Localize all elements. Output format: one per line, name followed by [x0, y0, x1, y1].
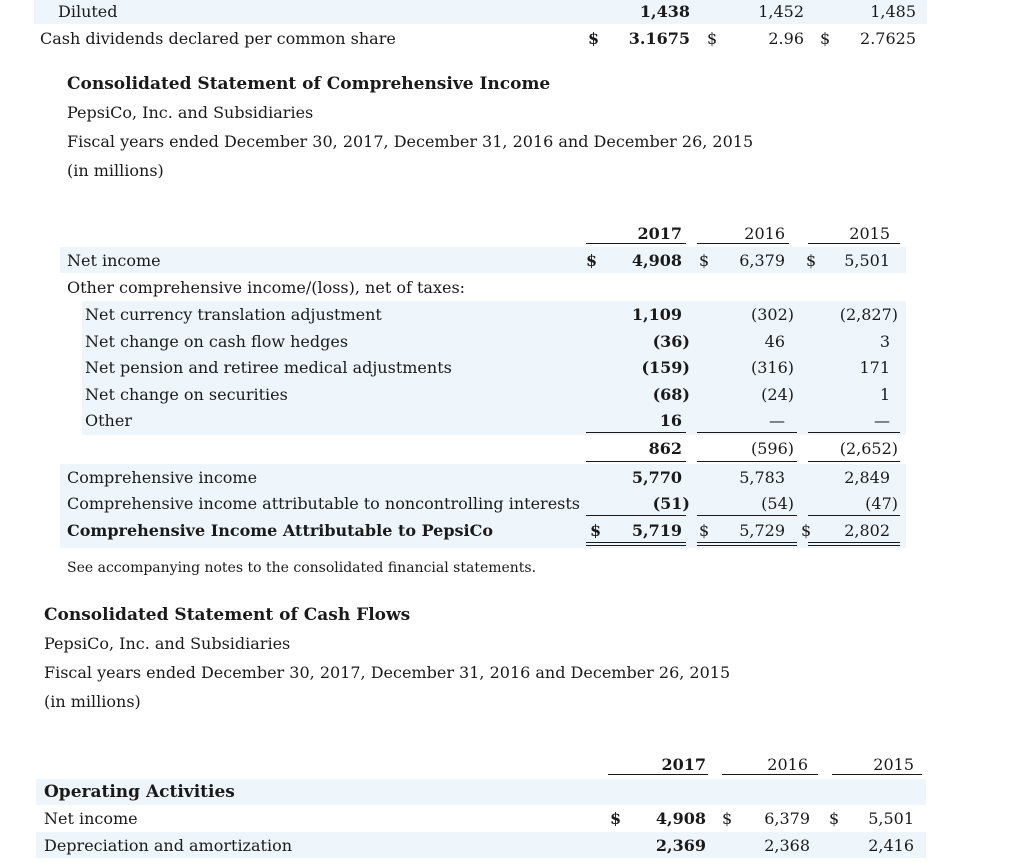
- ci-2015: 2,849: [844, 468, 890, 487]
- col-rule: [608, 774, 708, 775]
- cf-net-income-2017: 4,908: [655, 809, 706, 828]
- ci-units: (in millions): [67, 161, 164, 180]
- ci-pepsico-2015: 2,802: [844, 521, 890, 540]
- col-rule: [808, 243, 900, 244]
- cf-period: Fiscal years ended December 30, 2017, December 31, 2016 and December 26, 2015: [44, 663, 731, 682]
- oci-row-2017: (36): [652, 332, 690, 351]
- oci-row-2017: (159): [641, 358, 690, 377]
- ci-period: Fiscal years ended December 30, 2017, December 31, 2016 and December 26, 2015: [67, 132, 754, 151]
- year-2016: 2016: [744, 224, 785, 243]
- cf-net-income-2015: 5,501: [868, 809, 914, 828]
- oci-row-2015: —: [874, 411, 890, 430]
- year-2017: 2017: [661, 755, 706, 774]
- oci-row-2015: 1: [879, 385, 890, 404]
- currency-symbol: $: [722, 809, 733, 828]
- oci-row-2016: (302): [750, 305, 794, 324]
- subtotal-rule: [808, 515, 900, 516]
- nci-2016: (54): [761, 494, 794, 513]
- currency-symbol: $: [588, 29, 600, 48]
- subtotal-rule: [808, 432, 900, 433]
- currency-symbol: $: [699, 251, 710, 270]
- total-double-rule: [808, 542, 900, 546]
- col-rule: [697, 243, 789, 244]
- nci-2015: (47): [865, 494, 898, 513]
- diluted-2015: 1,485: [870, 2, 916, 21]
- oci-row-2016: (24): [761, 385, 794, 404]
- ci-title: Consolidated Statement of Comprehensive Income: [67, 74, 551, 94]
- footnote: See accompanying notes to the consolidated financial statements.: [67, 560, 537, 576]
- subtotal-rule: [586, 461, 686, 462]
- da-label: Depreciation and amortization: [44, 836, 293, 855]
- oci-row-2015: 171: [859, 358, 890, 377]
- oci-row-label: Net currency translation adjustment: [85, 305, 382, 324]
- operating-activities-heading: Operating Activities: [44, 782, 235, 802]
- col-rule: [832, 774, 922, 775]
- currency-symbol: $: [707, 29, 718, 48]
- subtotal-rule: [697, 432, 797, 433]
- oci-label: Other comprehensive income/(loss), net of taxes:: [67, 278, 466, 297]
- dividends-2017: 3.1675: [628, 29, 690, 48]
- da-2017: 2,369: [655, 836, 706, 855]
- year-2016: 2016: [767, 755, 808, 774]
- year-2017: 2017: [637, 224, 682, 243]
- ci-company: PepsiCo, Inc. and Subsidiaries: [67, 103, 314, 122]
- oci-total-2015: (2,652): [839, 439, 898, 458]
- ci-label: Comprehensive income: [67, 468, 258, 487]
- cf-units: (in millions): [44, 692, 141, 711]
- ci-2016: 5,783: [739, 468, 785, 487]
- currency-symbol: $: [806, 251, 817, 270]
- col-rule: [586, 243, 686, 244]
- diluted-2017: 1,438: [639, 2, 690, 21]
- subtotal-rule: [697, 461, 797, 462]
- cf-net-income-label: Net income: [44, 809, 138, 828]
- subtotal-rule: [697, 515, 797, 516]
- subtotal-rule: [586, 515, 686, 516]
- ci-pepsico-2017: 5,719: [631, 521, 682, 540]
- currency-symbol: $: [610, 809, 622, 828]
- oci-row-2015: 3: [879, 332, 890, 351]
- currency-symbol: $: [586, 251, 598, 270]
- oci-row-label: Other: [85, 411, 132, 430]
- oci-total-2016: (596): [750, 439, 794, 458]
- oci-row-label: Net pension and retiree medical adjustments: [85, 358, 452, 377]
- dividends-label: Cash dividends declared per common share: [40, 29, 396, 48]
- cf-company: PepsiCo, Inc. and Subsidiaries: [44, 634, 291, 653]
- year-2015: 2015: [873, 755, 914, 774]
- currency-symbol: $: [829, 809, 840, 828]
- oci-row-label: Net change on cash flow hedges: [85, 332, 349, 351]
- oci-row-label: Net change on securities: [85, 385, 288, 404]
- currency-symbol: $: [820, 29, 831, 48]
- cf-title: Consolidated Statement of Cash Flows: [44, 605, 411, 625]
- da-2015: 2,416: [868, 836, 914, 855]
- total-double-rule: [697, 542, 797, 546]
- oci-row-2016: (316): [750, 358, 794, 377]
- oci-row-2017: (68): [652, 385, 690, 404]
- diluted-label: Diluted: [58, 2, 118, 21]
- cf-net-income-2016: 6,379: [764, 809, 810, 828]
- currency-symbol: $: [699, 521, 710, 540]
- net-income-label: Net income: [67, 251, 161, 270]
- diluted-2016: 1,452: [758, 2, 804, 21]
- currency-symbol: $: [590, 521, 602, 540]
- oci-row-2015: (2,827): [839, 305, 898, 324]
- oci-row-2017: 16: [659, 411, 682, 430]
- year-2015: 2015: [849, 224, 890, 243]
- oci-row-2016: —: [769, 411, 785, 430]
- nci-label: Comprehensive income attributable to noncontrolling interests: [67, 494, 581, 513]
- ci-2017: 5,770: [631, 468, 682, 487]
- net-income-2017: 4,908: [631, 251, 682, 270]
- subtotal-rule: [586, 432, 686, 433]
- net-income-2015: 5,501: [844, 251, 890, 270]
- nci-2017: (51): [652, 494, 690, 513]
- ci-pepsico-label: Comprehensive Income Attributable to PepsiCo: [67, 521, 494, 540]
- subtotal-rule: [808, 461, 900, 462]
- ci-pepsico-2016: 5,729: [739, 521, 785, 540]
- oci-total-2017: 862: [648, 439, 682, 458]
- oci-row-2016: 46: [764, 332, 785, 351]
- col-rule: [722, 774, 818, 775]
- currency-symbol: $: [801, 521, 812, 540]
- dividends-2015: 2.7625: [860, 29, 916, 48]
- dividends-2016: 2.96: [768, 29, 804, 48]
- oci-row-2017: 1,109: [631, 305, 682, 324]
- da-2016: 2,368: [764, 836, 810, 855]
- total-double-rule: [586, 542, 686, 546]
- net-income-2016: 6,379: [739, 251, 785, 270]
